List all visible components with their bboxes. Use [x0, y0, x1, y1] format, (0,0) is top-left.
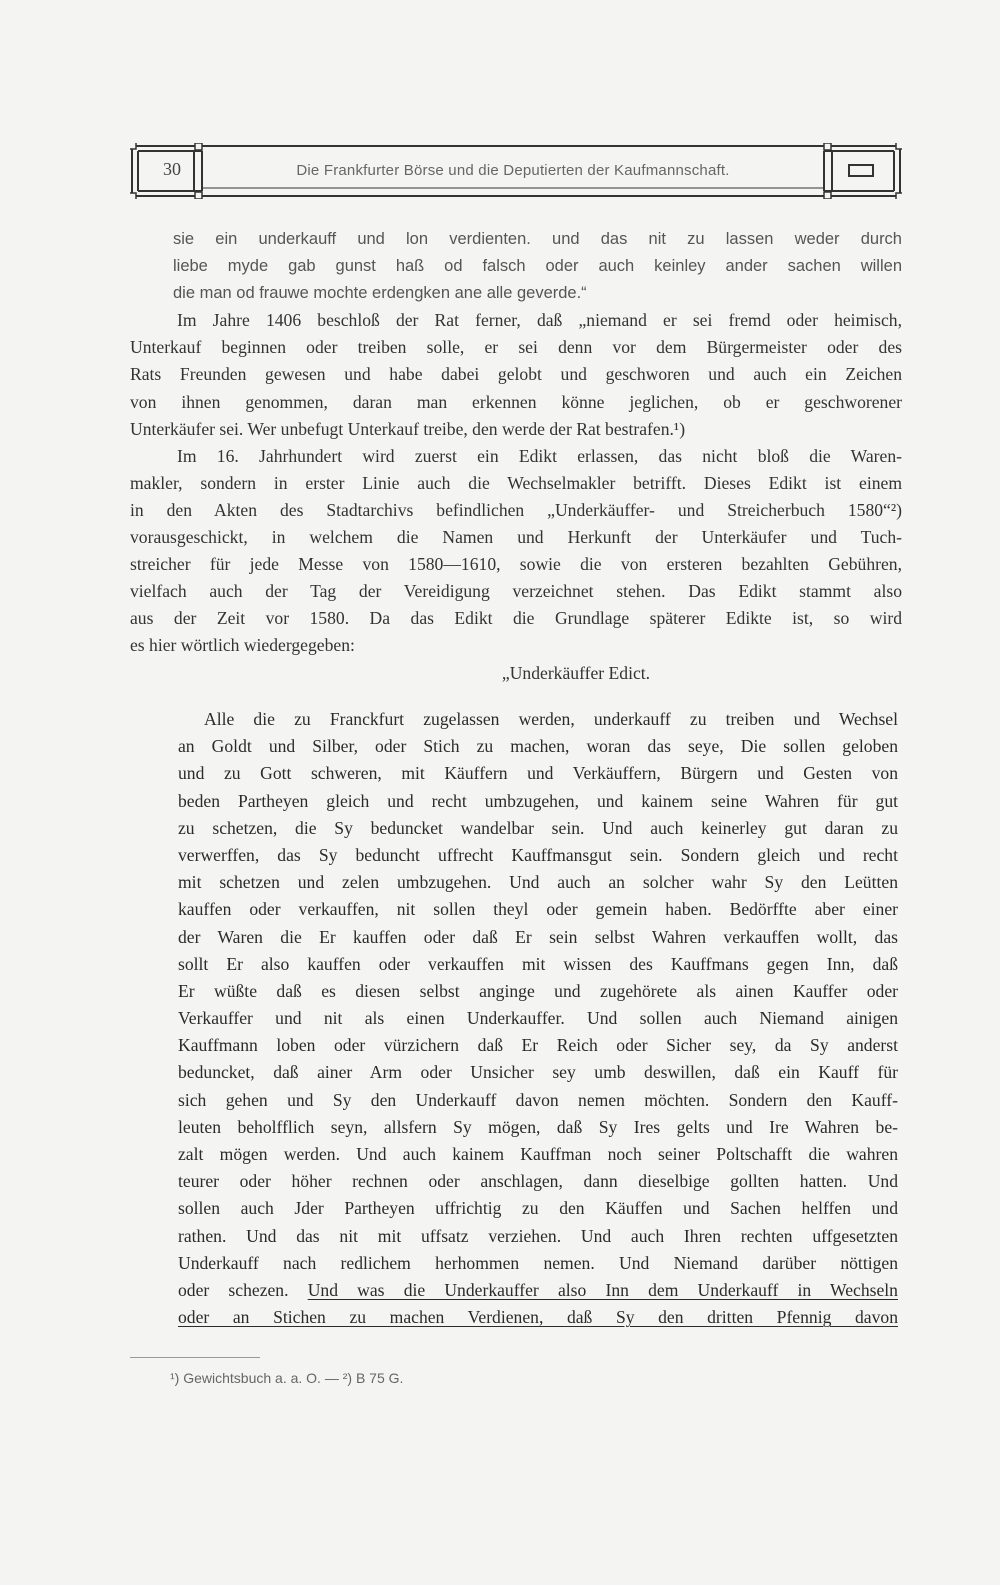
body-line: die man od frauwe mochte erdengken ane alle geverde.“ [173, 284, 587, 303]
edict-line: der Waren die Er kauffen oder daß Er sein selbst Wahren verkauffen wollt, das [178, 926, 898, 947]
edict-line: zu schetzen, die Sy beduncket wandelbar sein. Und auch keinerley gut daran zu [178, 817, 898, 838]
edict-line: sich gehen und Sy den Underkauff davon nemen möchten. Sondern den Kauff- [178, 1089, 898, 1110]
body-line: es hier wörtlich wiedergegeben: [130, 635, 355, 656]
page-header [130, 143, 902, 199]
body-line: Unterkäufer sei. Wer unbefugt Unterkauf treibe, den werde der Rat bestrafen.¹) [130, 418, 686, 439]
edict-line: Verkauffer und nit als einen Underkauffer. Und sollen auch Niemand ainigen [178, 1008, 898, 1029]
edict-line: sollt Er also kauffen oder verkauffen mit wissen des Kauffmans gegen Inn, daß [178, 953, 898, 974]
edict-line: kauffen oder verkauffen, nit sollen theyl oder gemein haben. Bedörffte aber einer [178, 899, 898, 920]
edict-line: zalt mögen werden. Und auch kainem Kauffman noch seiner Poltschafft die wahren [178, 1144, 898, 1164]
body-line: sie ein underkauff und lon verdienten. und das nit zu lassen weder durch [173, 230, 902, 248]
edict-line-underlined-start [178, 1277, 898, 1304]
edict-line: sollen auch Jder Partheyen uffrichtig zu den Käuffen und Sachen helffen und [178, 1198, 898, 1219]
edict-line: und zu Gott schweren, mit Käuffern und Verkäuffern, Bürgern und Gesten von [178, 763, 898, 784]
edict-line: rathen. Und das nit mit uffsatz verziehen. Und auch Ihren rechten uffgesetzten [178, 1225, 898, 1246]
edict-line: Er wüßte daß es diesen selbst anginge und zugehörete als ainen Kauffer oder [178, 980, 898, 1001]
body-text [130, 226, 902, 687]
body-line: aus der Zeit vor 1580. Da das Edikt die Grundlage späterer Edikte ist, so wird [130, 608, 902, 629]
body-line: liebe myde gab gunst haß od falsch oder auch keinley ander sachen willen [173, 257, 902, 276]
body-line: Rats Freunden gewesen und habe dabei gelobt und geschworen und auch ein Zeichen [130, 364, 902, 385]
edict-line: mit schetzen und zelen umbzugehen. Und auch an solcher wahr Sy den Leütten [178, 872, 898, 893]
edict-line: Kauffmann loben oder vürzichern daß Er Reich oder Sicher sey, da Sy anderst [178, 1035, 898, 1056]
page-number: 30 [163, 159, 181, 179]
edict-line: verwerffen, das Sy beduncht uffrecht Kauffmansgut sein. Sondern gleich und recht [178, 844, 898, 865]
edict-line: beduncket, daß ainer Arm oder Unsicher sey umb deswillen, daß ein Kauff für [178, 1062, 898, 1083]
edict-line: an Goldt und Silber, oder Stich zu machen, woran das seye, Die sollen geloben [178, 736, 898, 757]
body-line: vielfach auch der Tag der Vereidigung verzeichnet stehen. Das Edikt stammt also [130, 581, 902, 602]
body-line: makler, sondern in erster Linie auch die Wechselmakler betrifft. Dieses Edikt ist einem [130, 472, 902, 493]
edict-line: leuten beholfflich seyn, allsfern Sy mögen, daß Sy Ires gelts und Ire Wahren be- [178, 1116, 898, 1137]
edict-line: beden Partheyen gleich und recht umbzugehen, und kainem seine Wahren für gut [178, 790, 898, 811]
body-line: von ihnen genommen, daran man erkennen könne jeglichen, ob er geschworener [130, 391, 902, 412]
edict-line: teurer oder höher rechnen oder anschlagen, dann dieselbige gollten hatten. Und [178, 1171, 898, 1192]
edict-quote [178, 706, 898, 1331]
footnotes: ¹) Gewichtsbuch a. a. O. — ²) B 75 G. [170, 1370, 404, 1386]
body-line: in den Akten des Stadtarchivs befindlichen „Underkäuffer- und Streicherbuch 1580“²) [130, 499, 902, 520]
body-line: vorausgeschickt, in welchem die Namen und Herkunft der Unterkäufer und Tuch- [130, 527, 902, 548]
body-line: Unterkauf beginnen oder treiben solle, er sei denn vor dem Bürgermeister oder des [130, 337, 902, 358]
edict-line: Underkauff nach redlichem herhommen nemen. Und Niemand darüber nöttigen [178, 1252, 898, 1273]
edict-line: Alle die zu Franckfurt zugelassen werden, underkauff zu treiben und Wechsel [204, 709, 898, 729]
body-line: streicher für jede Messe von 1580—1610, sowie die von ersteren bezahlten Gebühren, [130, 554, 902, 575]
body-line: Im Jahre 1406 beschloß der Rat ferner, daß „niemand er sei fremd oder heimisch, [177, 310, 902, 331]
edict-line-plain: oder schezen. [178, 1279, 289, 1300]
footnote-divider [130, 1357, 260, 1358]
underlined-passage: Und was die Underkauffer also Inn dem Underkauff in Wechseln [307, 1279, 898, 1300]
body-line: Im 16. Jahrhundert wird zuerst ein Edikt erlassen, das nicht bloß die Waren- [177, 445, 902, 466]
underlined-passage: oder an Stichen zu machen Verdienen, daß Sy den dritten Pfennig davon [178, 1307, 898, 1328]
edict-title: „Underkäuffer Edict. [501, 662, 651, 683]
running-title: Die Frankfurter Börse und die Deputierten der Kaufmannschaft. [296, 162, 730, 179]
